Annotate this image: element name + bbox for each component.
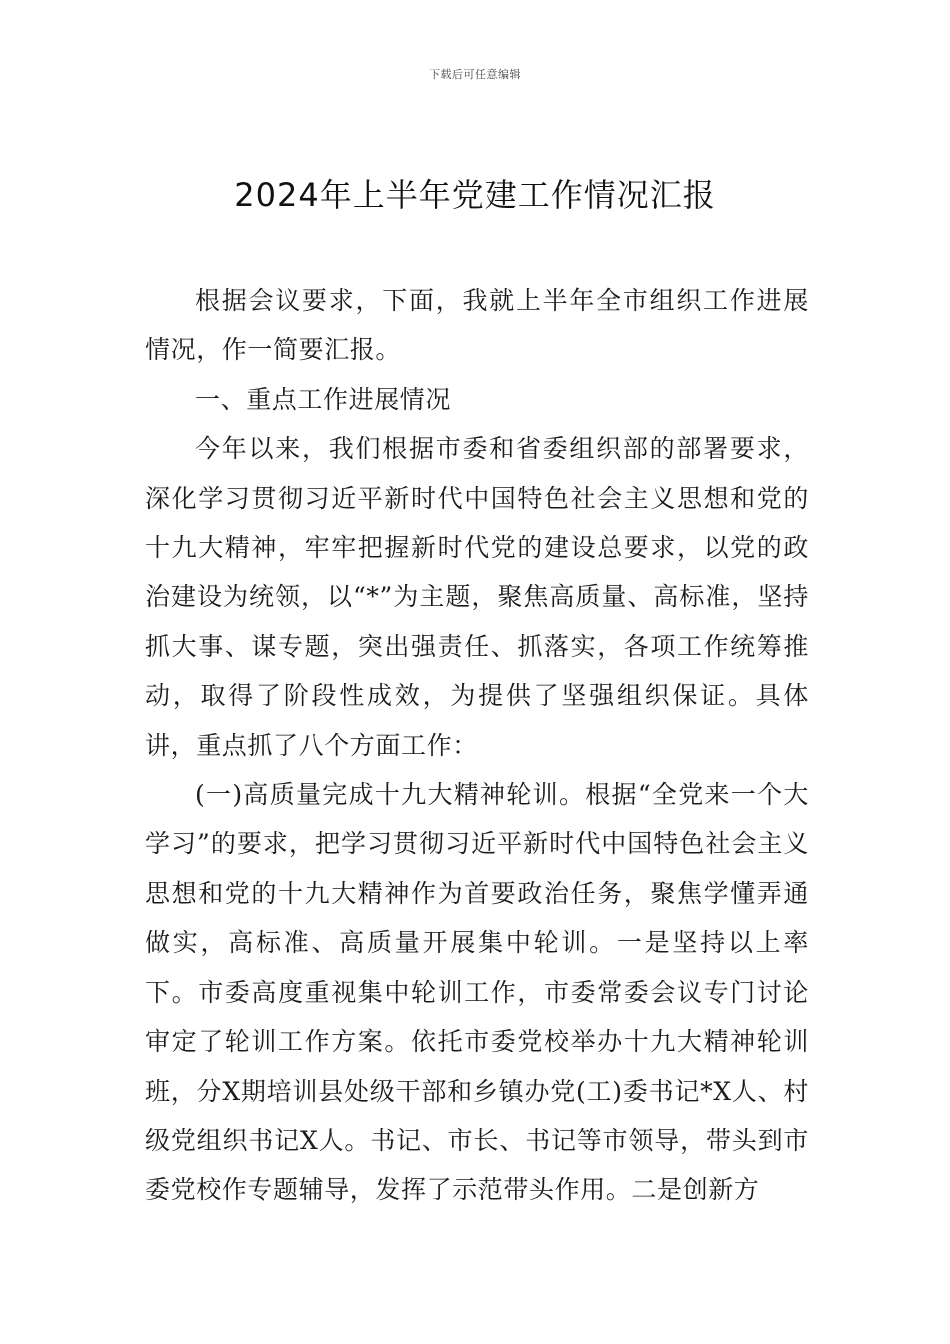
- paragraph-item-1: (一)高质量完成十九大精神轮训。根据“全党来一个大学习”的要求，把学习贯彻习近平新时代中国特色社会主义思想和党的十九大精神作为首要政治任务，聚焦学懂弄通做实，高标准、高质量开展集中轮训。一是坚持以上率下。市委高度重视集中轮训工作，市委常委会议专门讨论审定了轮训工作方案。依托市委党校举办十九大精神轮训班，分X期培训县处级干部和乡镇办党(工)委书记*X人、村级党组织书记X人。书记、市长、书记等市领导，带头到市委党校作专题辅导，发挥了示范带头作用。二是创新方: [145, 780, 809, 1205]
- section-heading: 一、重点工作进展情况: [195, 384, 452, 414]
- paragraph-intro: 根据会议要求，下面，我就上半年全市组织工作进展情况，作一简要汇报。: [145, 286, 809, 365]
- paragraph-overview: 今年以来，我们根据市委和省委组织部的部署要求，深化学习贯彻习近平新时代中国特色社会主义思想和党的十九大精神，牢牢把握新时代党的建设总要求，以党的政治建设为统领，以“*”为主题，聚焦高质量、高标准，坚持抓大事、谋专题，突出强责任、抓落实，各项工作统筹推动，取得了阶段性成效，为提供了坚强组织保证。具体讲，重点抓了八个方面工作：: [145, 434, 809, 760]
- header-note: 下载后可任意编辑: [429, 68, 521, 81]
- document-body: [145, 276, 809, 1215]
- document-title: 2024年上半年党建工作情况汇报: [234, 176, 716, 214]
